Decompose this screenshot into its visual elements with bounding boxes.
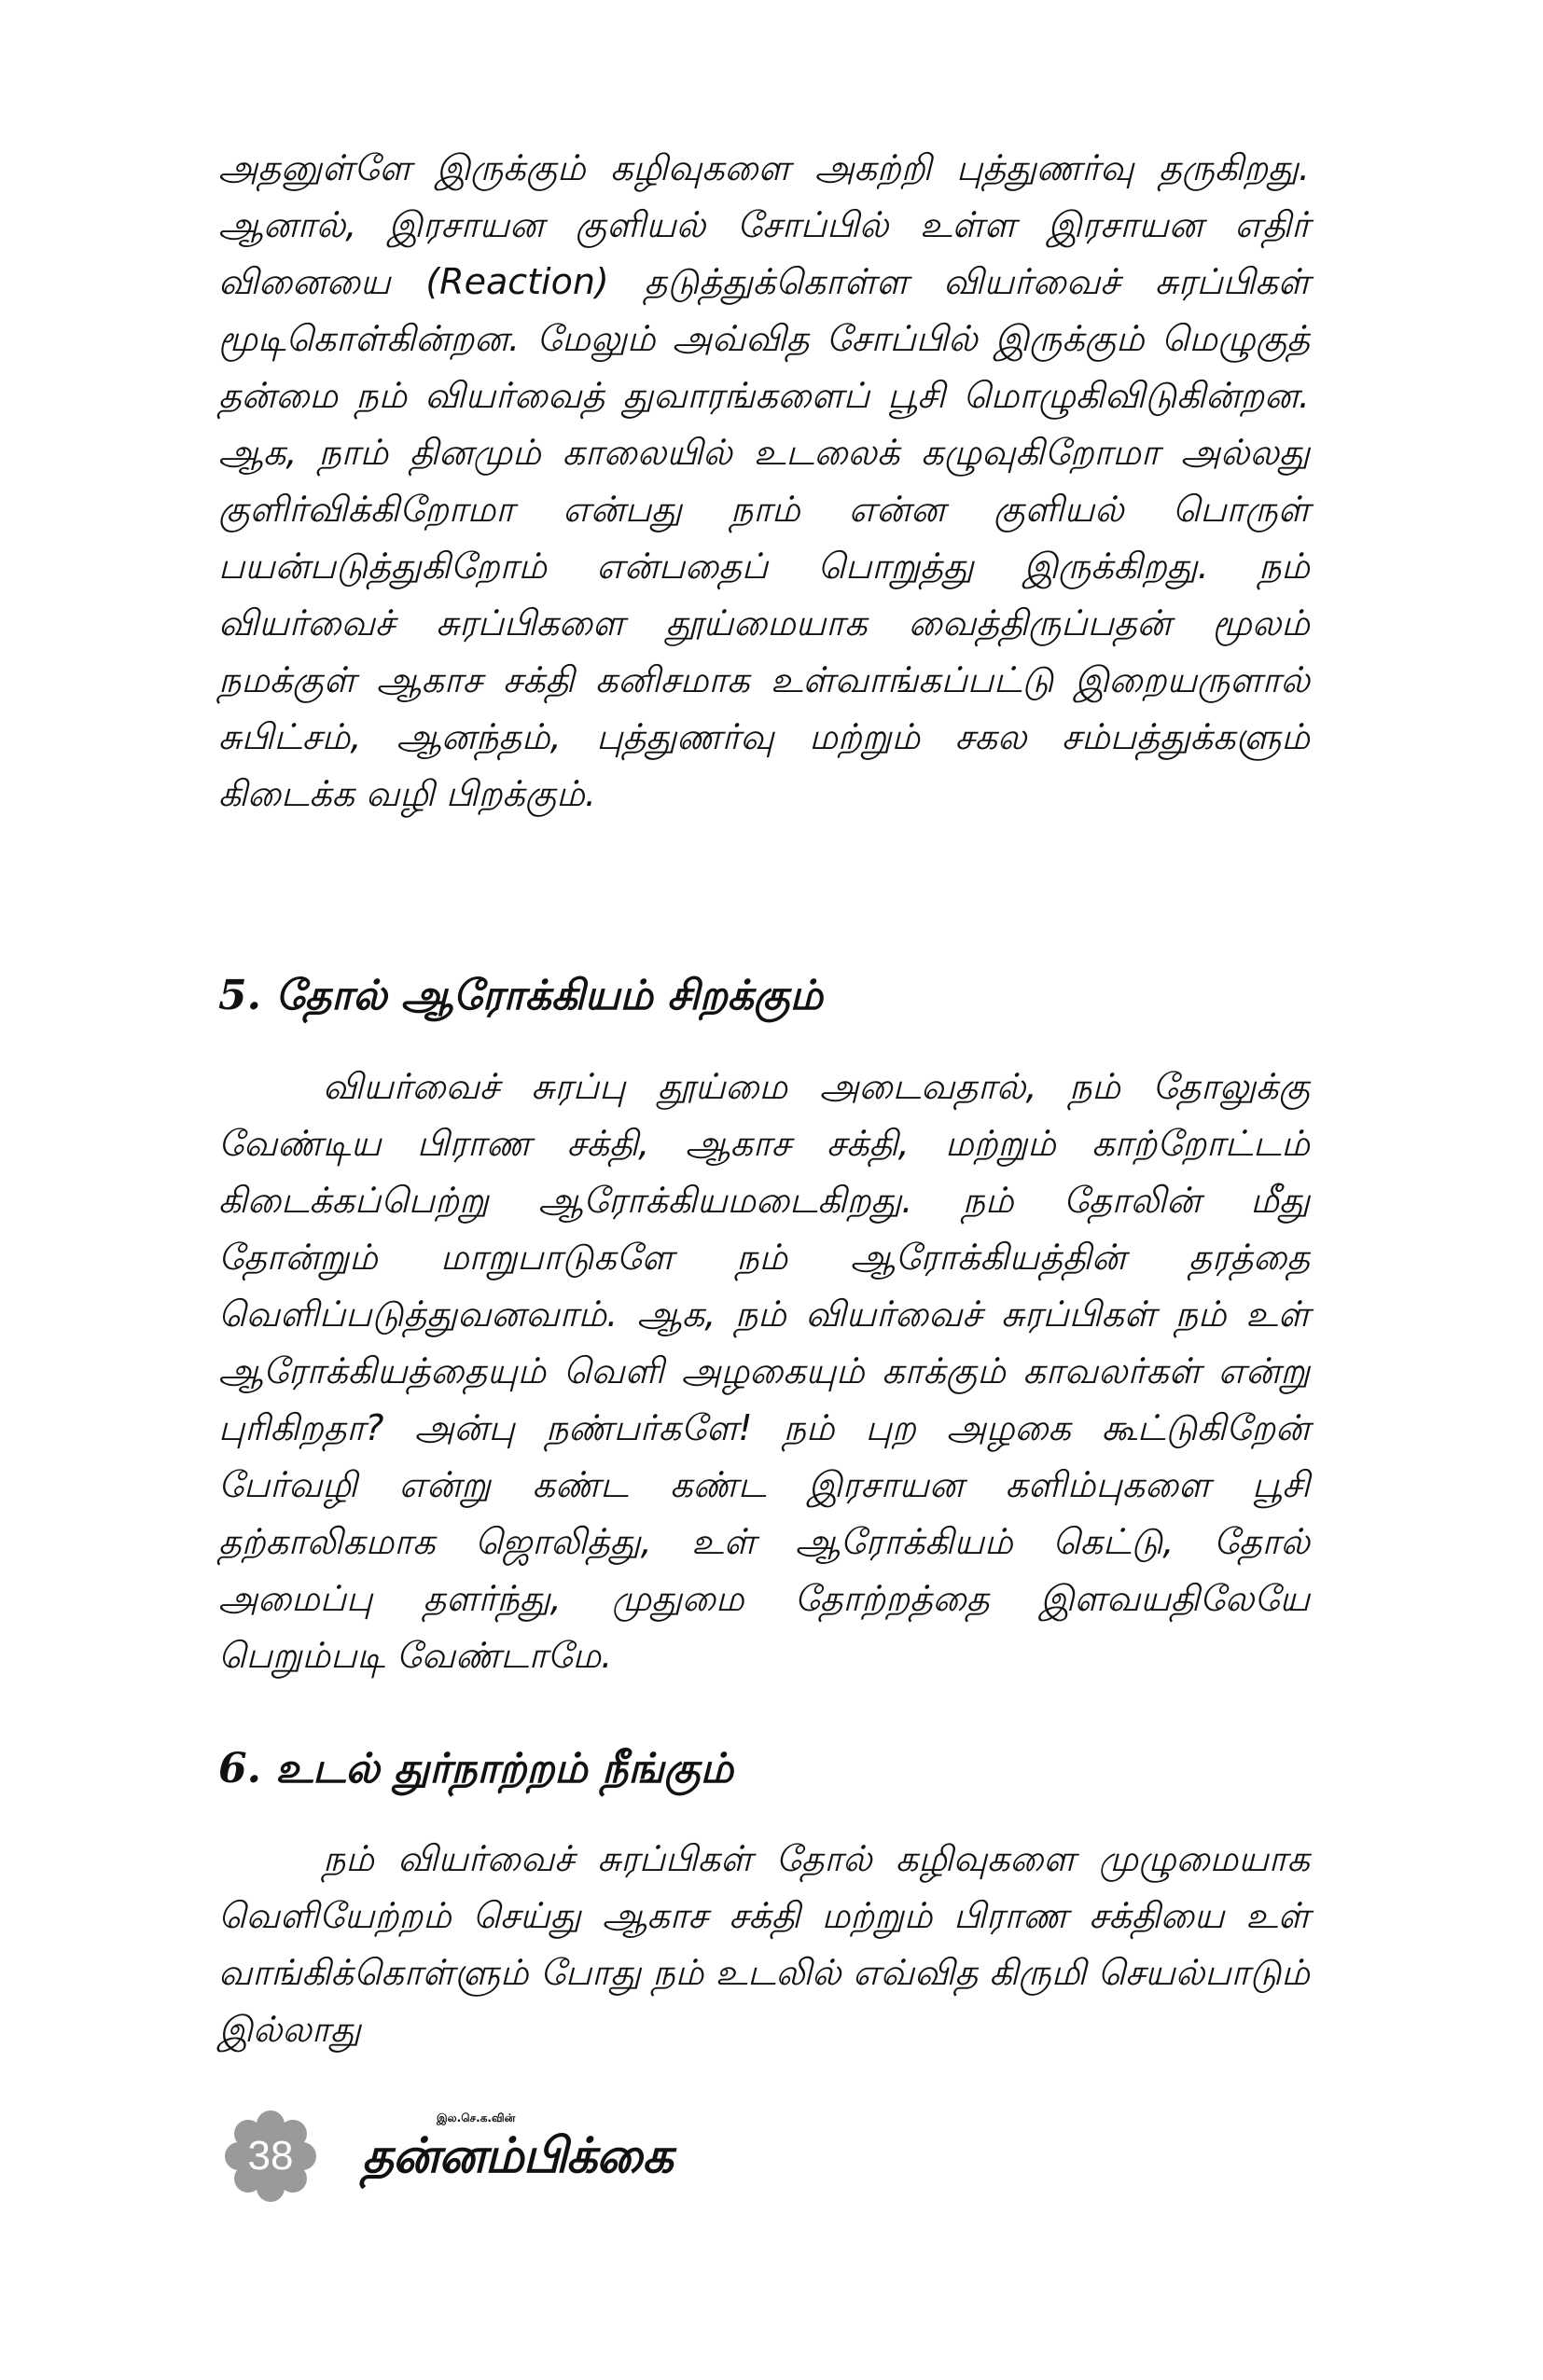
section-heading-5: 5. தோல் ஆரோக்கியம் சிறக்கும் xyxy=(218,972,824,1019)
magazine-title: தன்னம்பிக்கை xyxy=(362,2127,673,2184)
paragraph-2 xyxy=(218,1059,1310,1684)
page-number-badge xyxy=(224,2110,317,2203)
section-heading-6: 6. உடல் துர்நாற்றம் நீங்கும் xyxy=(218,1745,733,1792)
paragraph-1 xyxy=(218,140,1310,823)
paragraph-2-text: வியர்வைச் சுரப்பு தூய்மை அடைவதால், நம் தோலுக்கு வேண்டிய பிராண சக்தி, ஆகாச சக்தி, மற்றும் காற்றோட்டம் கிடைக்கப்பெற்று ஆரோக்கியமடைகிறது. நம் தோலின் மீது தோன்றும் மாறுபாடுகளே நம் ஆரோக்கியத்தின் தரத்தை வெளிப்படுத்துவனவாம். ஆக, நம் வியர்வைச் சுரப்பிகள் நம் உள் ஆரோக்கியத்தையும் வெளி அழகையும் காக்கும் காவலர்கள் என்று புரிகிறதா? அன்பு நண்பர்களே! நம் புற அழகை கூட்டுகிறேன் பேர்வழி என்று கண்ட கண்ட இரசாயன களிம்புகளை பூசி தற்காலிகமாக ஜொலித்து, உள் ஆரோக்கியம் கெட்டு, தோல் அமைப்பு தளர்ந்து, முதுமை தோற்றத்தை இளவயதிலேயே பெறும்படி வேண்டாமே. xyxy=(218,1066,1310,1676)
paragraph-3 xyxy=(218,1831,1310,2058)
magazine-subtitle: இல.செ.க.வின் xyxy=(437,2111,516,2124)
paragraph-3-text: நம் வியர்வைச் சுரப்பிகள் தோல் கழிவுகளை முழுமையாக வெளியேற்றம் செய்து ஆகாச சக்தி மற்றும் பிராண சக்தியை உள் வாங்கிக்கொள்ளும் போது நம் உடலில் எவ்வித கிருமி செயல்பாடும் இல்லாது xyxy=(218,1838,1310,2050)
page-footer xyxy=(224,2110,690,2203)
page-number: 38 xyxy=(247,2133,294,2179)
paragraph-1-text: அதனுள்ளே இருக்கும் கழிவுகளை அகற்றி புத்துணர்வு தருகிறது. ஆனால், இரசாயன குளியல் சோப்பில் உள்ள இரசாயன எதிர் வினையை (Reaction) தடுத்துக்கொள்ள வியர்வைச் சுரப்பிகள் மூடிகொள்கின்றன. மேலும் அவ்வித சோப்பில் இருக்கும் மெழுகுத் தன்மை நம் வியர்வைத் துவாரங்களைப் பூசி மொழுகிவிடுகின்றன. ஆக, நாம் தினமும் காலையில் உடலைக் கழுவுகிறோமா அல்லது குளிர்விக்கிறோமா என்பது நாம் என்ன குளியல் பொருள் பயன்படுத்துகிறோம் என்பதைப் பொறுத்து இருக்கிறது. நம் வியர்வைச் சுரப்பிகளை தூய்மையாக வைத்திருப்பதன் மூலம் நமக்குள் ஆகாச சக்தி கனிசமாக உள்வாங்கப்பட்டு இறையருளால் சுபிட்சம், ஆனந்தம், புத்துணர்வு மற்றும் சகல சம்பத்துக்களும் கிடைக்க வழி பிறக்கும். xyxy=(218,147,1310,814)
